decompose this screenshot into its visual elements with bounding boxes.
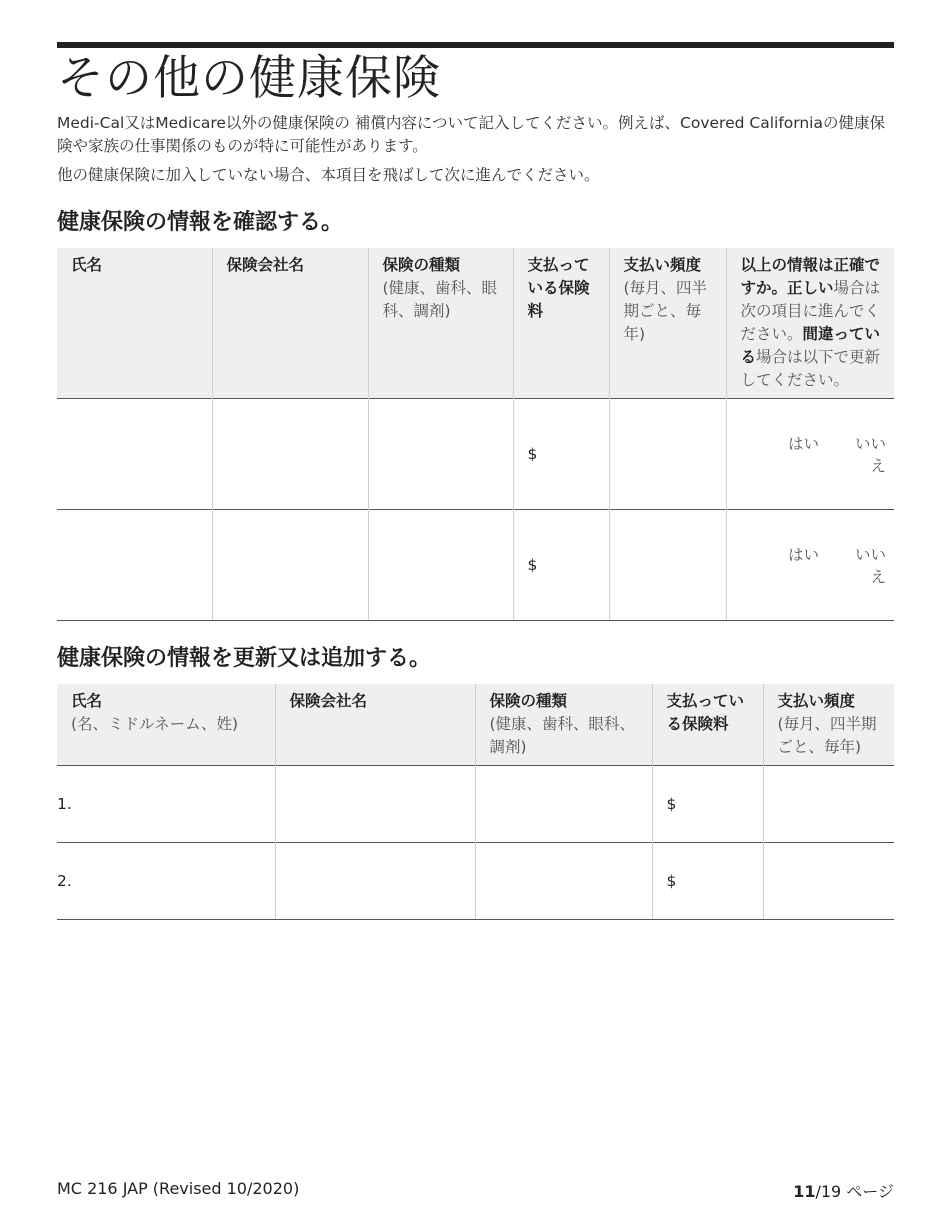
table-row	[57, 510, 894, 621]
col-header-name: 氏名 (名、ミドルネーム、姓)	[57, 684, 275, 766]
intro-text	[57, 112, 894, 187]
company-field[interactable]	[275, 843, 475, 920]
frequency-field[interactable]	[609, 510, 726, 621]
type-field[interactable]	[475, 766, 652, 843]
form-id: MC 216 JAP (Revised 10/2020)	[57, 1179, 300, 1198]
yes-option[interactable]: はい	[787, 546, 819, 564]
yes-option[interactable]: はい	[787, 435, 819, 453]
col-header-premium: 支払っている保険料	[513, 248, 609, 399]
table-row	[57, 766, 894, 843]
type-field[interactable]	[475, 843, 652, 920]
company-field[interactable]	[212, 399, 368, 510]
premium-field[interactable]: $	[652, 766, 763, 843]
intro-paragraph-2: 他の健康保険に加入していない場合、本項目を飛ばして次に進んでください。	[57, 166, 600, 184]
premium-field[interactable]: $	[513, 399, 609, 510]
page-number: 11/19 ページ	[793, 1182, 894, 1201]
company-field[interactable]	[275, 766, 475, 843]
col-header-company: 保険会社名	[212, 248, 368, 399]
type-field[interactable]	[368, 510, 513, 621]
col-header-frequency: 支払い頻度 (毎月、四半期ごと、毎年)	[763, 684, 894, 766]
confirm-choice	[726, 399, 894, 510]
table-row	[57, 399, 894, 510]
type-field[interactable]	[368, 399, 513, 510]
no-option[interactable]: いいえ	[854, 435, 886, 475]
page-title: その他の健康保険	[57, 51, 441, 106]
col-header-frequency: 支払い頻度 (毎月、四半期ごと、毎年)	[609, 248, 726, 399]
section-update-title: 健康保険の情報を更新又は追加する。	[57, 646, 432, 671]
confirm-choice	[726, 510, 894, 621]
no-option[interactable]: いいえ	[854, 546, 886, 586]
col-header-company: 保険会社名	[275, 684, 475, 766]
premium-field[interactable]: $	[652, 843, 763, 920]
name-field[interactable]	[57, 399, 212, 510]
name-field[interactable]: 1.	[57, 766, 275, 843]
premium-field[interactable]: $	[513, 510, 609, 621]
top-rule	[57, 42, 894, 48]
col-header-name: 氏名	[57, 248, 212, 399]
frequency-field[interactable]	[609, 399, 726, 510]
company-field[interactable]	[212, 510, 368, 621]
name-field[interactable]	[57, 510, 212, 621]
name-field[interactable]: 2.	[57, 843, 275, 920]
frequency-field[interactable]	[763, 766, 894, 843]
section-confirm-title: 健康保険の情報を確認する。	[57, 210, 344, 235]
col-header-type: 保険の種類 (健康、歯科、眼科、調剤)	[475, 684, 652, 766]
col-header-type: 保険の種類 (健康、歯科、眼科、調剤)	[368, 248, 513, 399]
document-page	[57, 42, 894, 920]
update-insurance-table	[57, 684, 894, 920]
col-header-confirm: 以上の情報は正確ですか。正しい場合は次の項目に進んでください。間違っている場合は以下で更新してください。	[726, 248, 894, 399]
frequency-field[interactable]	[763, 843, 894, 920]
intro-paragraph-1: Medi-Cal又はMedicare以外の健康保険の 補償内容について記入してください。例えば、Covered Californiaの健康保険や家族の仕事関係のものが特に可能性があります。	[57, 114, 885, 155]
col-header-premium: 支払っている保険料	[652, 684, 763, 766]
confirm-insurance-table	[57, 248, 894, 621]
table-row	[57, 843, 894, 920]
